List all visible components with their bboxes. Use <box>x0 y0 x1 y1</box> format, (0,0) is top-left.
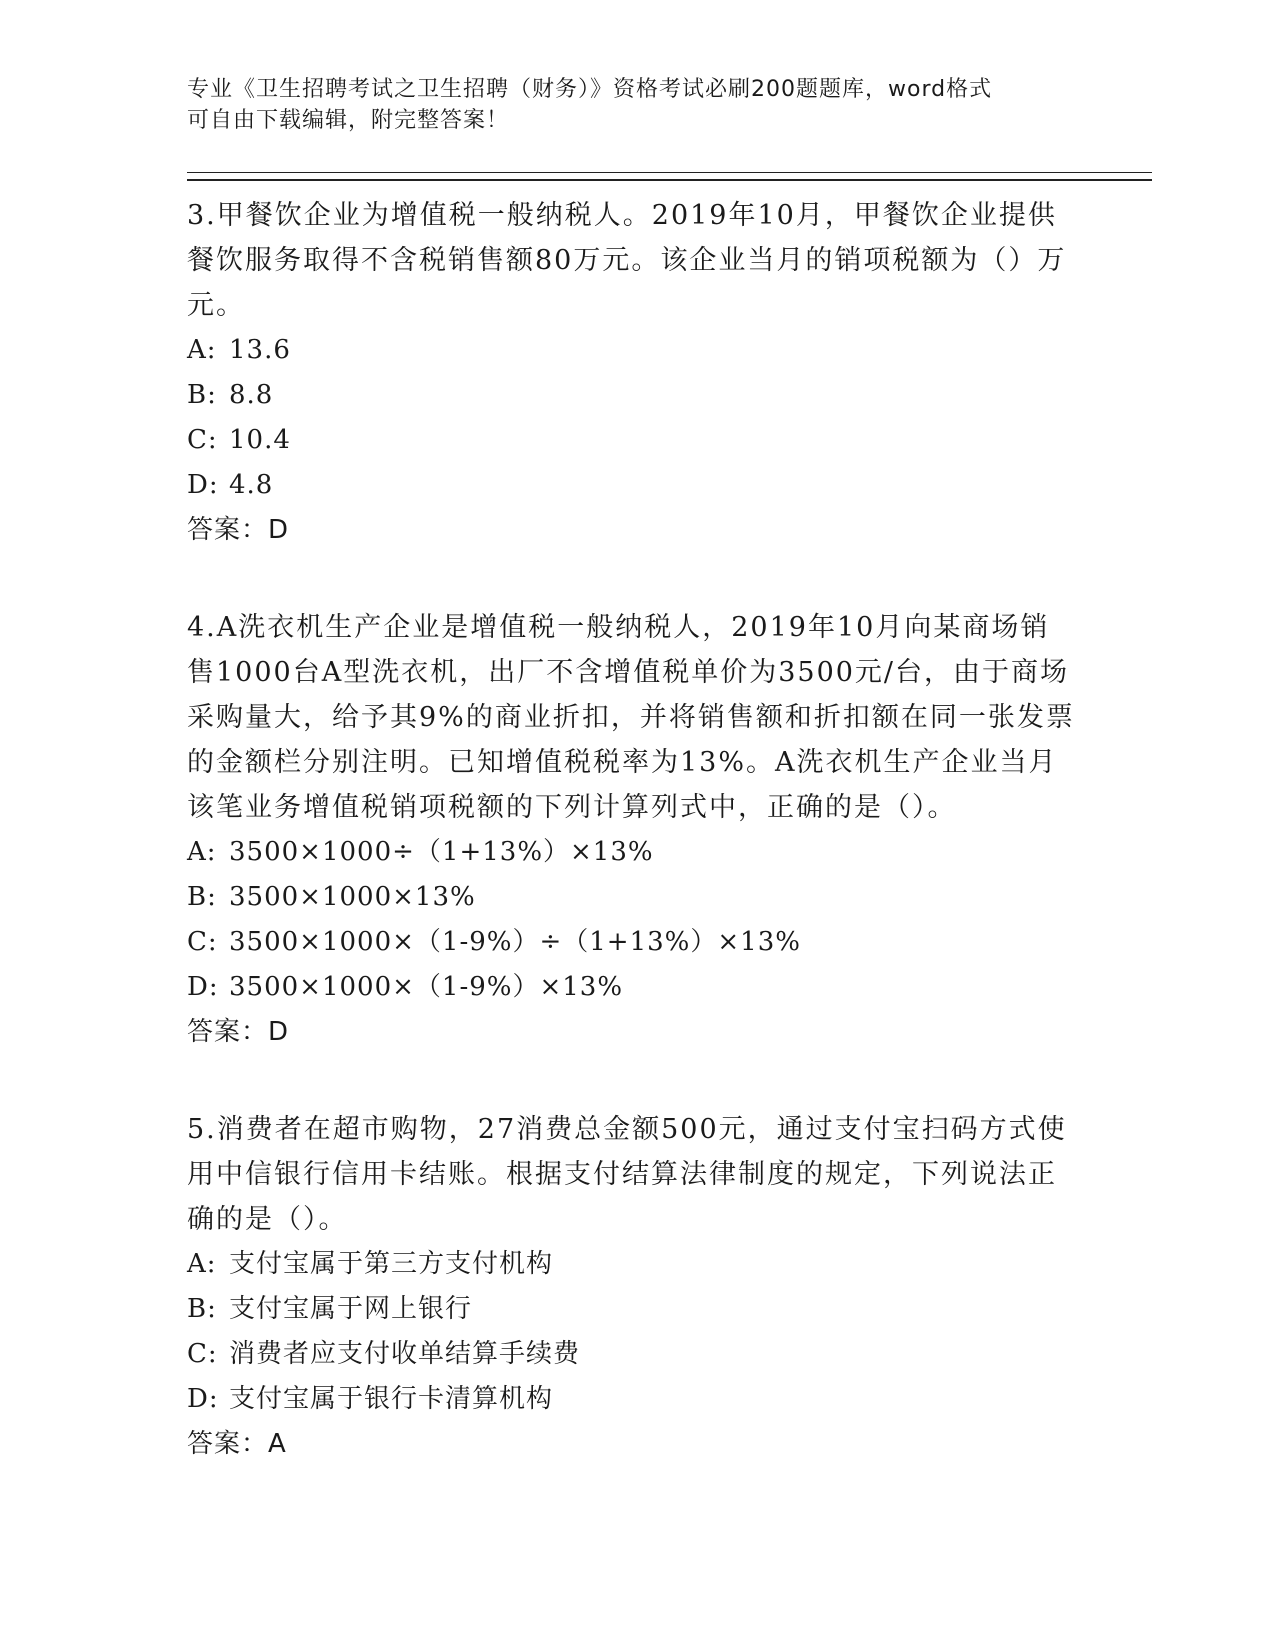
option-text: 3500×1000×（1-9%）÷（1+13%）×13% <box>229 927 801 957</box>
option-text: 支付宝属于银行卡清算机构 <box>229 1384 554 1414</box>
header-line-2: 可自由下载编辑，附完整答案！ <box>187 108 510 133</box>
option-letter: B: <box>187 380 217 410</box>
option-letter: C: <box>187 1339 218 1369</box>
option-text: 支付宝属于第三方支付机构 <box>229 1249 554 1279</box>
option-letter: B: <box>187 1294 217 1324</box>
option-text: 3500×1000×（1-9%）×13% <box>229 972 624 1002</box>
document-header <box>187 74 1067 136</box>
option-text: 3500×1000×13% <box>229 882 476 912</box>
option-d <box>187 1377 1152 1422</box>
option-text: 8.8 <box>229 380 274 410</box>
question-stem: 5.消费者在超市购物，27消费总金额500元，通过支付宝扫码方式使用中信银行信用卡结账。根据支付结算法律制度的规定，下列说法正确的是（）。 <box>187 1114 1067 1235</box>
option-text: 消费者应支付收单结算手续费 <box>229 1339 581 1369</box>
option-d <box>187 965 1152 1010</box>
option-c <box>187 920 1152 965</box>
option-a <box>187 1242 1152 1287</box>
option-letter: C: <box>187 425 218 455</box>
option-letter: D: <box>187 1384 219 1414</box>
question-5 <box>187 1107 1152 1467</box>
option-b <box>187 1287 1152 1332</box>
option-b <box>187 875 1152 920</box>
option-letter: C: <box>187 927 218 957</box>
option-letter: D: <box>187 470 219 500</box>
header-line-1: 专业《卫生招聘考试之卫生招聘（财务）》资格考试必刷200题题库，word格式 <box>187 77 993 102</box>
answer-line: 答案：A <box>187 1429 287 1459</box>
option-text: 支付宝属于网上银行 <box>229 1294 473 1324</box>
option-letter: A: <box>187 335 217 365</box>
option-letter: D: <box>187 972 219 1002</box>
option-c <box>187 1332 1152 1377</box>
option-c <box>187 418 1152 463</box>
option-text: 4.8 <box>229 470 274 500</box>
option-text: 3500×1000÷（1+13%）×13% <box>229 837 654 867</box>
option-text: 13.6 <box>229 335 291 365</box>
document-page <box>187 74 1152 1467</box>
question-4 <box>187 605 1152 1055</box>
question-stem: 4.A洗衣机生产企业是增值税一般纳税人，2019年10月向某商场销售1000台A型洗衣机，出厂不含增值税单价为3500元/台，由于商场采购量大，给予其9%的商业折扣，并将销售额和折扣额在同一张发票的金额栏分别注明。已知增值税税率为13%。A洗衣机生产企业当月该笔业务增值税销项税额的下列计算列式中，正确的是（）。 <box>187 612 1075 823</box>
option-d <box>187 463 1152 508</box>
option-text: 10.4 <box>229 425 291 455</box>
header-divider <box>187 172 1152 181</box>
option-a <box>187 830 1152 875</box>
option-letter: A: <box>187 837 217 867</box>
option-letter: B: <box>187 882 217 912</box>
question-stem: 3.甲餐饮企业为增值税一般纳税人。2019年10月，甲餐饮企业提供餐饮服务取得不含税销售额80万元。该企业当月的销项税额为（）万元。 <box>187 200 1067 321</box>
option-b <box>187 373 1152 418</box>
answer-line: 答案：D <box>187 515 290 545</box>
question-3 <box>187 193 1152 553</box>
option-letter: A: <box>187 1249 217 1279</box>
option-a <box>187 328 1152 373</box>
answer-line: 答案：D <box>187 1017 290 1047</box>
